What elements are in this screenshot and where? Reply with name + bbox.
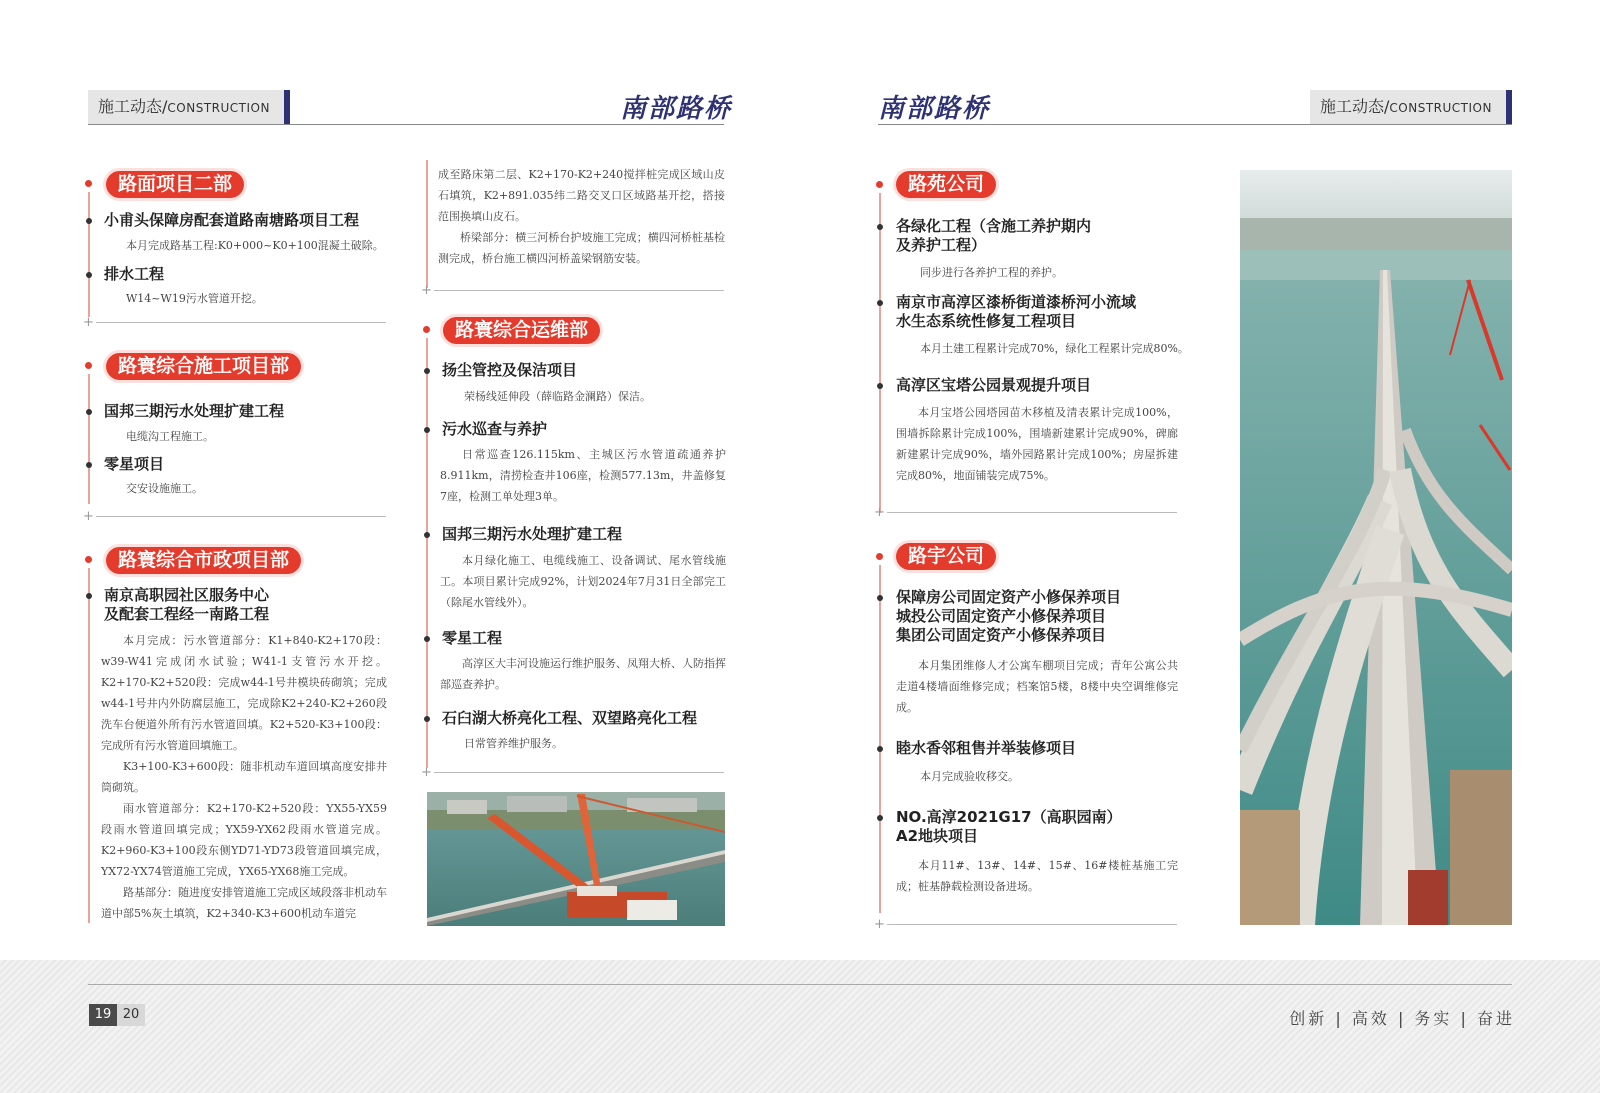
item-title-line: 南京高职园社区服务中心 [104, 586, 270, 604]
bullet [877, 815, 883, 821]
section-separator [96, 322, 386, 323]
crane-bridge-photo [427, 792, 725, 926]
bullet [424, 716, 430, 722]
item-body: 本月11#、13#、14#、15#、16#楼桩基施工完成；桩基静载检测设备进场。 [896, 859, 1178, 893]
bullet [877, 300, 883, 306]
separator-plus: + [83, 315, 94, 330]
section-title-comprehensive-construction: 路寰综合施工项目部 [106, 353, 301, 380]
item-body: 日常管养维护服务。 [464, 737, 563, 750]
bullet [86, 462, 92, 468]
section-marker [85, 362, 92, 369]
item-body: 本月完成路基工程:K0+000~K0+100混凝土破除。 [126, 239, 384, 252]
bullet [424, 368, 430, 374]
bullet [86, 593, 92, 599]
section-guide-line [879, 193, 881, 513]
right-tab-cn: 施工动态 [1320, 97, 1385, 116]
bullet [424, 532, 430, 538]
item-title: 零星工程 [442, 629, 503, 647]
section-marker [876, 181, 883, 188]
item-body: 交安设施施工。 [126, 482, 203, 495]
bullet [86, 409, 92, 415]
section-guide-line [879, 565, 881, 913]
item-title [896, 217, 1186, 255]
section-guide-line [88, 192, 90, 317]
item-title-line: 保障房公司固定资产小修保养项目 [896, 588, 1122, 606]
footer-rule [88, 984, 1512, 985]
left-tab-en: CONSTRUCTION [167, 101, 270, 115]
separator-plus: + [83, 509, 94, 524]
bullet [86, 272, 92, 278]
left-tab-cn: 施工动态 [98, 97, 163, 116]
item-body: 荣杨线延伸段（薛临路金澜路）保洁。 [464, 390, 651, 403]
right-tab-sep: / [1384, 97, 1390, 116]
item-body: 本月完成：污水管道部分：K1+840-K2+170段：w39-W41完成闭水试验；W41-1支管污水开挖。K2+170-K2+520段：完成w44-1号井模块砖砌筑；完成w44-1号井内外防腐层施工，完成除K2+240-K2+260段洗车台便道外所有污水管道回填。K2+520-K3+100段：完成所有污水管道回填施工。 K3+100-K3+600段：随非机动车道回填高度安排井筒砌筑。 雨水管道部分：K2+170-K2+520段：YX55-YX59段雨水管道回填完成；YX59-YX62段雨水管道完成。K2+960-K3+100段东侧YD71-YD73段管道回填完成，YX72-YX74管道施工完成，YX65-YX68施工完成。 路基部分：随进度安排管道施工完成区域段落非机动车道中部5%灰土填筑，K2+340-K3+600机动车道完 [101, 634, 387, 920]
item-body: W14~W19污水管道开挖。 [126, 292, 263, 305]
bullet [86, 218, 92, 224]
interchange-bridge-photo [1240, 170, 1512, 925]
right-tab-en: CONSTRUCTION [1389, 101, 1492, 115]
item-title: 零星项目 [104, 455, 165, 473]
item-title: 小甫头保障房配套道路南塘路项目工程 [104, 211, 360, 229]
left-tab-sep: / [162, 97, 168, 116]
bullet [877, 224, 883, 230]
item-title [896, 293, 1196, 331]
item-title: 污水巡查与养护 [442, 420, 548, 438]
item-body: 日常巡查126.115km、主城区污水管道疏通养护8.911km，清捞检查井106座，检测577.13m，井盖修复7座，检测工单处理3单。 [440, 448, 726, 503]
bullet [424, 636, 430, 642]
item-title [896, 808, 1186, 846]
section-separator [887, 924, 1177, 925]
bullet [424, 427, 430, 433]
bullet [877, 595, 883, 601]
item-body: 高淳区大丰河设施运行维护服务、凤翔大桥、人防指挥部巡查养护。 [440, 657, 726, 691]
item-title-line: A2地块项目 [896, 827, 979, 845]
section-marker [876, 553, 883, 560]
section-title-ops-maintenance: 路寰综合运维部 [443, 317, 600, 344]
crane-bridge-photo-art [427, 792, 725, 926]
item-body: 本月集团维修人才公寓车棚项目完成；青年公寓公共走道4楼墙面维修完成；档案馆5楼，8楼中央空调维修完成。 [896, 659, 1178, 714]
item-title-line: 南京市高淳区漆桥街道漆桥河小流域 [896, 293, 1137, 311]
footer-slogan: 创新 | 高效 | 务实 | 奋进 [1289, 1009, 1515, 1028]
item-title-line: 及养护工程） [896, 236, 987, 254]
section-marker [423, 326, 430, 333]
item-title: 睦水香邻租售并举装修项目 [896, 739, 1077, 757]
bullet [877, 746, 883, 752]
right-section-tab [1310, 90, 1512, 124]
section-title-road-dept2: 路面项目二部 [106, 171, 244, 198]
section-separator [434, 772, 724, 773]
section-guide-line [88, 568, 90, 923]
item-body: 本月绿化施工、电缆线施工、设备调试、尾水管线施工。本项目累计完成92%，计划2024年7月31日全部完工（除尾水管线外）。 [440, 554, 726, 609]
item-title-line: 及配套工程经一南路工程 [104, 605, 270, 623]
section-guide-line [88, 374, 90, 504]
interchange-bridge-photo-art [1240, 170, 1512, 925]
item-title: 石臼湖大桥亮化工程、双望路亮化工程 [442, 709, 698, 727]
separator-plus: + [421, 283, 432, 298]
separator-plus: + [874, 917, 885, 932]
left-section-tab [88, 90, 290, 124]
section-title-comprehensive-municipal: 路寰综合市政项目部 [106, 547, 301, 574]
separator-plus: + [874, 505, 885, 520]
item-title: 排水工程 [104, 265, 165, 283]
item-title: 国邦三期污水处理扩建工程 [104, 402, 285, 420]
bullet [877, 383, 883, 389]
item-title-line: 水生态系统性修复工程项目 [896, 312, 1077, 330]
right-brand-logo: 南部路桥 [878, 94, 991, 124]
item-body: 同步进行各养护工程的养护。 [920, 266, 1063, 279]
section-separator [887, 512, 1177, 513]
item-title [104, 586, 394, 624]
item-title: 扬尘管控及保洁项目 [442, 361, 578, 379]
page-number-left: 19 [89, 1004, 117, 1026]
item-body: 本月宝塔公园塔园苗木移植及清表累计完成100%，围墙拆除累计完成100%，围墙新建累计完成90%，碑廊新建累计完成90%，墙外园路累计完成100%；房屋拆建完成80%，地面铺装完成75%。 [896, 406, 1178, 482]
item-title-line: 集团公司固定资产小修保养项目 [896, 626, 1107, 644]
separator-plus: + [421, 765, 432, 780]
item-body: 成至路床第二层、K2+170-K2+240搅拌桩完成区域山皮石填筑，K2+891.035纬二路交叉口区域路基开挖，搭接范围换填山皮石。 桥梁部分：横三河桥台护坡施工完成；横四河桥桩基检测完成，桥台施工横四河桥盖梁钢筋安装。 [438, 168, 725, 265]
section-marker [85, 556, 92, 563]
right-header-rule [878, 124, 1512, 125]
item-title-line: 城投公司固定资产小修保养项目 [896, 607, 1107, 625]
left-brand-logo: 南部路桥 [620, 94, 733, 124]
section-title-luyuan-company: 路苑公司 [896, 171, 996, 198]
section-separator [96, 516, 386, 517]
section-title-luyu-company: 路宇公司 [896, 543, 996, 570]
item-body: 本月完成验收移交。 [920, 770, 1019, 783]
item-title: 国邦三期污水处理扩建工程 [442, 525, 623, 543]
item-title-line: NO.高淳2021G17（高职园南） [896, 808, 1122, 826]
page-number-right: 20 [117, 1004, 145, 1026]
section-guide-line [426, 160, 428, 288]
item-body: 本月土建工程累计完成70%，绿化工程累计完成80%。 [920, 342, 1189, 355]
section-marker [85, 180, 92, 187]
item-body: 电缆沟工程施工。 [126, 430, 214, 443]
item-title-line: 各绿化工程（含施工养护期内 [896, 217, 1092, 235]
item-title [896, 588, 1186, 645]
item-title: 高淳区宝塔公园景观提升项目 [896, 376, 1092, 394]
section-separator [434, 290, 724, 291]
section-guide-line [426, 338, 428, 768]
